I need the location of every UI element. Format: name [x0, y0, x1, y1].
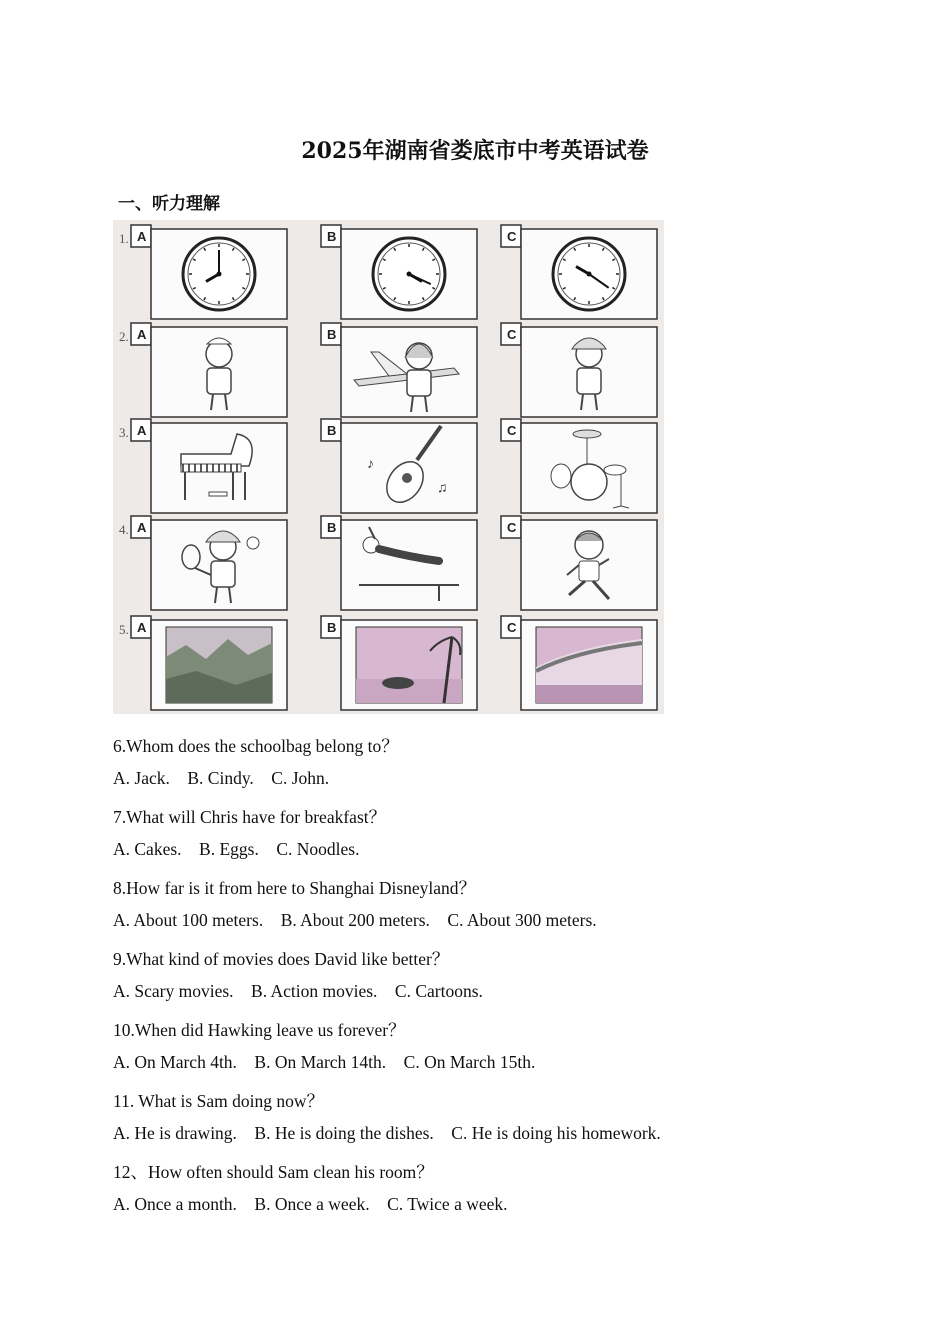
option-letter: C [507, 620, 517, 635]
coast-photo-icon [536, 627, 642, 703]
picture-row [119, 323, 657, 417]
section-heading: 一、听力理解 [118, 194, 220, 214]
picture-option [501, 616, 657, 710]
picture-option [321, 616, 477, 710]
picture-option [131, 616, 287, 710]
picture-option [131, 225, 287, 319]
svg-text:♫: ♫ [437, 481, 448, 496]
picture-row [119, 419, 657, 513]
option-letter: A [137, 229, 147, 244]
picture-option [321, 225, 477, 319]
options-10: A. On March 4th. B. On March 14th. C. On March 15th. [113, 1052, 536, 1072]
row-number: 1. [119, 231, 129, 246]
options-9: A. Scary movies. B. Action movies. C. Cartoons. [113, 981, 483, 1001]
options-6: A. Jack. B. Cindy. C. John. [113, 768, 330, 788]
option-letter: B [327, 520, 337, 535]
question-12: 12、How often should Sam clean his room？ [113, 1162, 434, 1182]
row-number: 4. [119, 522, 129, 537]
option-letter: C [507, 327, 517, 342]
clock-icon [553, 238, 625, 310]
page-title: 2025年湖南省娄底市中考英语试卷 [301, 138, 649, 164]
options-8: A. About 100 meters. B. About 200 meters. C. About 300 meters. [113, 910, 597, 930]
picture-option [501, 419, 657, 513]
picture-row [119, 616, 657, 710]
picture-option [321, 419, 477, 513]
question-9: 9.What kind of movies does David like better？ [113, 949, 450, 969]
listening-picture-grid [113, 220, 664, 714]
clock-icon [183, 238, 255, 310]
mountains-photo-icon [166, 627, 272, 703]
options-7: A. Cakes. B. Eggs. C. Noodles. [113, 839, 360, 859]
option-letter: C [507, 423, 517, 438]
picture-option [501, 323, 657, 417]
question-8: 8.How far is it from here to Shanghai Disneyland？ [113, 878, 477, 898]
question-11: 11. What is Sam doing now？ [113, 1091, 324, 1111]
row-number: 3. [119, 425, 129, 440]
option-letter: C [507, 229, 517, 244]
option-letter: C [507, 520, 517, 535]
options-11: A. He is drawing. B. He is doing the dishes. C. He is doing his homework. [113, 1123, 661, 1143]
option-letter: A [137, 423, 147, 438]
option-letter: B [327, 620, 337, 635]
picture-option [131, 516, 287, 610]
option-frame [341, 520, 477, 610]
question-7: 7.What will Chris have for breakfast？ [113, 807, 387, 827]
picture-option [321, 516, 477, 610]
option-letter: B [327, 327, 337, 342]
picture-option [131, 323, 287, 417]
option-letter: B [327, 423, 337, 438]
picture-option [131, 419, 287, 513]
clock-icon [373, 238, 445, 310]
row-number: 2. [119, 329, 129, 344]
picture-row [119, 516, 657, 610]
option-letter: A [137, 327, 147, 342]
option-letter: A [137, 520, 147, 535]
option-letter: B [327, 229, 337, 244]
picture-option [501, 225, 657, 319]
question-6: 6.Whom does the schoolbag belong to？ [113, 736, 399, 756]
question-10: 10.When did Hawking leave us forever？ [113, 1020, 406, 1040]
picture-option [501, 516, 657, 610]
svg-text:♪: ♪ [367, 457, 374, 472]
row-number: 5. [119, 622, 129, 637]
picture-row [119, 225, 657, 319]
option-letter: A [137, 620, 147, 635]
options-12: A. Once a month. B. Once a week. C. Twice a week. [113, 1194, 508, 1214]
beach-photo-icon [356, 627, 462, 703]
picture-option [321, 323, 477, 417]
